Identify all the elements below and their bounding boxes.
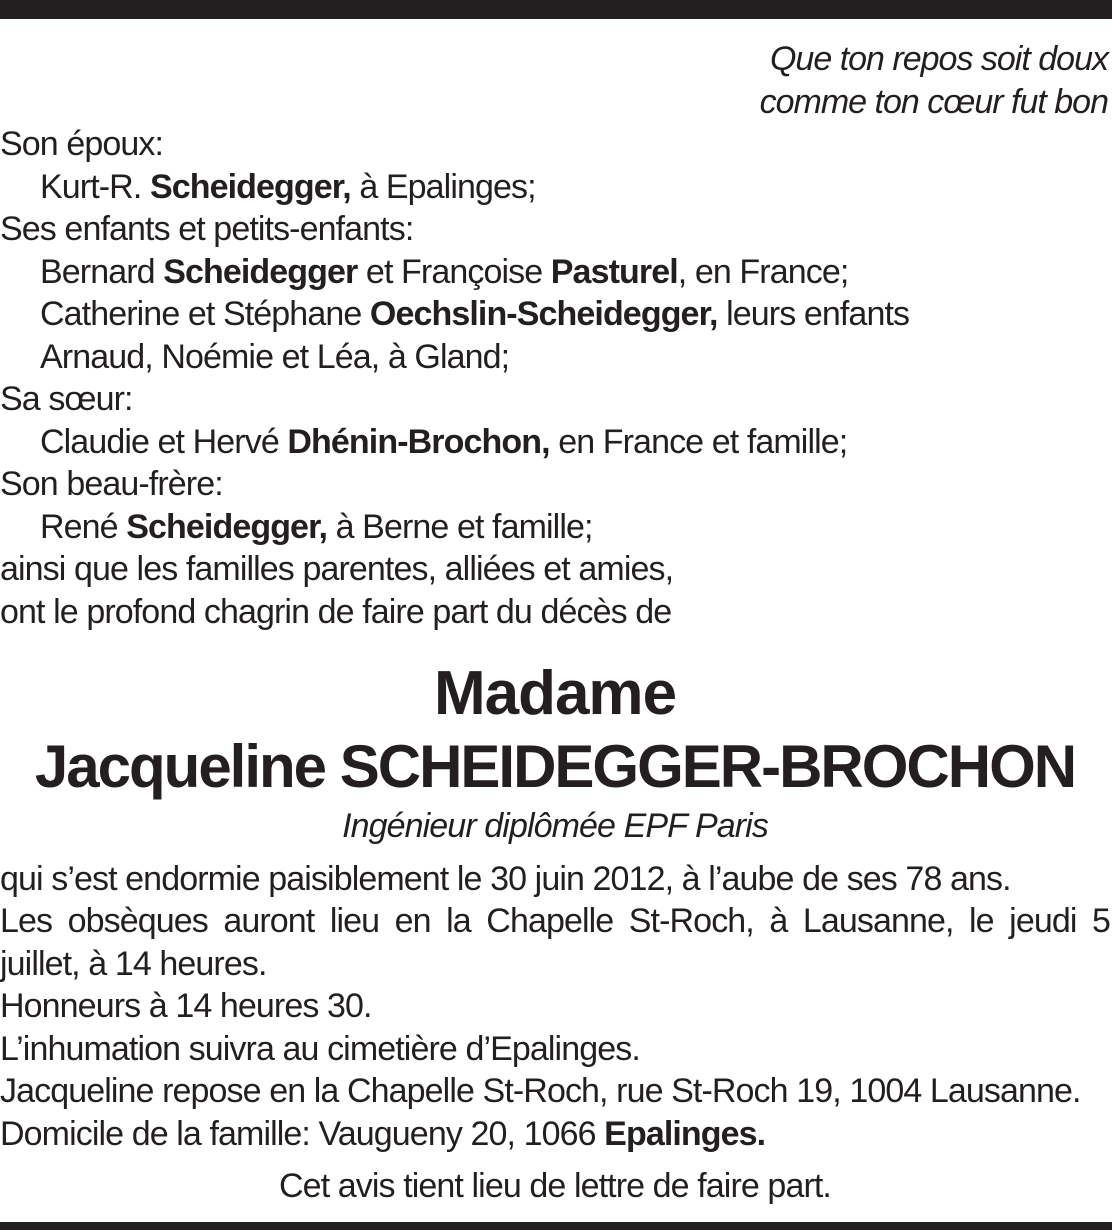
child2-surname: Oechslin-Scheidegger, [369,295,718,333]
domicile-address: Domicile de la famille: Vaugueny 20, 1066 [0,1114,605,1153]
brother-in-law-place: à Berne et famille; [327,507,593,546]
extended-family-line: ainsi que les familles parentes, alliées et amies, [0,550,674,588]
child1-surname-2: Pasturel [550,252,678,291]
brother-in-law-first: René [40,507,127,546]
sister-label: Sa sœur: [0,380,133,418]
epigraph-line-1: Que ton repos soit doux [769,40,1108,78]
deceased-name: Jacqueline SCHEIDEGGER-BROCHON [34,733,1076,800]
resting-line: Jacqueline repose en la Chapelle St-Roch, rue St-Roch 19, 1004 Lausanne. [0,1072,1081,1110]
child2-rest: leurs enfants [717,295,910,333]
child1-mid: et Françoise [357,252,551,291]
domicile-line [0,1113,1110,1156]
bottom-border-rule [0,1222,1112,1230]
grandchildren-entry: Arnaud, Noémie et Léa, à Gland; [40,337,510,376]
children-label: Ses enfants et petits-enfants: [0,210,414,248]
top-border-rule [0,0,1112,19]
sister-entry [0,421,1110,464]
child-entry-2 [0,293,1110,336]
spouse-place: à Epalinges; [350,167,536,206]
spouse-surname: Scheidegger, [149,167,351,206]
child2-first: Catherine et Stéphane [40,295,370,333]
announcement-line: ont le profond chagrin de faire part du décès de [0,592,672,631]
honors-line: Honneurs à 14 heures 30. [0,987,372,1025]
child1-place: , en France; [677,252,849,291]
funeral-line: Les obsèques auront lieu en la Chapelle St-Roch, à Lausanne, le jeudi 5 juillet, à 14 heures. [0,902,1110,983]
spouse-first: Kurt-R. [40,167,150,206]
deceased-title: Ingénieur diplômée EPF Paris [342,807,768,845]
spouse-label: Son époux: [0,125,164,163]
sister-place: en France et famille; [549,422,848,461]
closing-note: Cet avis tient lieu de lettre de faire part. [279,1167,831,1205]
child1-surname: Scheidegger [163,252,358,291]
epigraph-line-2: comme ton cœur fut bon [759,82,1108,121]
deceased-honorific: Madame [433,659,677,728]
brother-in-law-surname: Scheidegger, [126,507,328,546]
funeral-details [0,858,1110,1156]
brother-in-law-entry [0,506,1110,549]
burial-line: L’inhumation suivra au cimetière d’Epalinges. [0,1029,640,1068]
notice-body [0,38,1110,1208]
epigraph [0,38,1110,123]
sister-surname: Dhénin-Brochon, [287,422,550,461]
child-entry-1 [0,251,1110,294]
family-list [0,123,1110,633]
sister-first: Claudie et Hervé [40,422,288,461]
domicile-town: Epalinges. [604,1114,766,1153]
spouse-entry [0,166,1110,209]
death-line: qui s’est endormie paisiblement le 30 juin 2012, à l’aube de ses 78 ans. [0,859,1011,898]
brother-in-law-label: Son beau-frère: [0,465,223,503]
child1-first: Bernard [40,252,164,291]
